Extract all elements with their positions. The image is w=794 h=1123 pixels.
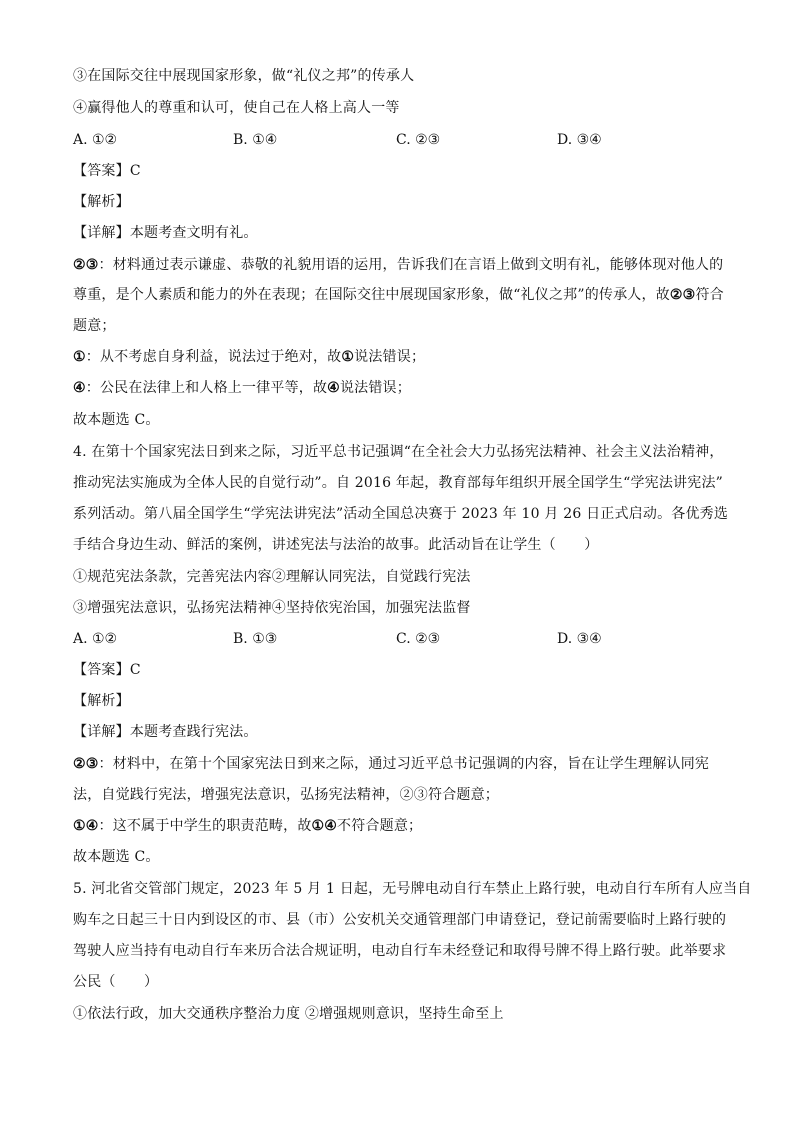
q4-option-items-1-2: ①规范宪法条款，完善宪法内容②理解认同宪法，自觉践行宪法 (73, 569, 471, 585)
q3-choice-d: D. ③④ (557, 132, 602, 148)
explanation-text: 尊重，是个人素质和能力的外在表现；在国际交往中展现国家形象，做“礼仪之邦”的传承人，故 (73, 287, 670, 303)
explanation-marker: ②③ (73, 756, 99, 772)
explanation-text: ：材料中，在第十个国家宪法日到来之际，通过习近平总书记强调的内容，旨在让学生理解认同宪 (98, 756, 710, 772)
q3-choice-b: B. ①④ (233, 132, 278, 148)
q3-answer-line (73, 161, 141, 181)
q3-explanation-3 (73, 378, 411, 398)
detail-text: 本题考查文明有礼。 (129, 225, 258, 241)
explanation-marker: ②③ (669, 287, 696, 303)
q4-choice-a: A. ①② (73, 631, 118, 647)
q4-conclusion: 故本题选 C。 (73, 849, 160, 865)
explanation-text: 不符合题意； (337, 818, 423, 834)
explanation-marker: ① (341, 349, 355, 365)
detail-text: 本题考查践行宪法。 (129, 724, 258, 740)
q4-explanation-1-line-1 (73, 754, 709, 774)
q3-explanation-1-line-3: 题意； (73, 318, 116, 334)
q3-conclusion: 故本题选 C。 (73, 412, 160, 428)
q3-explanation-2 (73, 347, 425, 367)
explanation-marker: ① (73, 349, 86, 365)
explanation-marker: ②③ (73, 257, 99, 273)
answer-tag: 【答案】 (73, 662, 130, 678)
explanation-marker: ④ (73, 380, 86, 396)
q4-stem-line-4: 手结合身边生动、鲜活的案例，讲述宪法与法治的故事。此活动旨在让学生（ ） (73, 537, 599, 553)
q3-option-item-4: ④赢得他人的尊重和认可，使自己在人格上高人一等 (73, 100, 400, 116)
answer-tag: 【答案】 (73, 163, 130, 179)
explanation-text: ：从不考虑自身利益，说法过于绝对，故 (85, 349, 342, 365)
explanation-marker: ④ (327, 380, 340, 396)
explanation-text: 符合 (695, 287, 724, 303)
detail-tag: 【详解】 (73, 724, 130, 740)
q5-stem-line-1: 5. 河北省交管部门规定，2023 年 5 月 1 日起，无号牌电动自行车禁止上路行驶，电动自行车所有人应当自 (73, 881, 752, 897)
q5-stem-line-4: 公民（ ） (73, 974, 159, 990)
q5-option-items-1-2: ①依法行政，加大交通秩序整治力度 ②增强规则意识，坚持生命至上 (73, 1006, 504, 1022)
q3-choice-c: C. ②③ (396, 132, 441, 148)
q4-choice-c: C. ②③ (396, 631, 441, 647)
detail-tag: 【详解】 (73, 225, 130, 241)
q4-analysis-tag: 【解析】 (73, 693, 130, 709)
q4-answer-line (73, 660, 141, 680)
explanation-marker: ①④ (73, 818, 99, 834)
q4-option-items-3-4: ③增强宪法意识，弘扬宪法精神④坚持依宪治国，加强宪法监督 (73, 600, 471, 616)
q5-stem-line-3: 驾驶人应当持有电动自行车来历合法合规证明，电动自行车未经登记和取得号牌不得上路行驶。此举要求 (73, 943, 727, 959)
q4-detail-line (73, 722, 258, 742)
q4-choice-b: B. ①③ (233, 631, 278, 647)
q3-analysis-tag: 【解析】 (73, 194, 130, 210)
explanation-text: 说法错误； (339, 380, 411, 396)
q4-explanation-2 (73, 816, 422, 836)
q4-stem-line-1: 4. 在第十个国家宪法日到来之际，习近平总书记强调“在全社会大力弘扬宪法精神、社会主义法治精神， (73, 444, 724, 460)
q3-detail-line (73, 223, 258, 243)
explanation-text: ：公民在法律上和人格上一律平等，故 (85, 380, 328, 396)
q4-choice-d: D. ③④ (557, 631, 602, 647)
explanation-text: ：这不属于中学生的职责范畴，故 (98, 818, 312, 834)
q4-explanation-1-line-2: 法，自觉践行宪法，增强宪法意识，弘扬宪法精神，②③符合题意； (73, 787, 499, 803)
q3-explanation-1-line-1 (73, 255, 723, 275)
q3-choice-a: A. ①② (73, 132, 118, 148)
answer-value: C (129, 163, 141, 179)
explanation-marker: ①④ (311, 818, 338, 834)
q4-stem-line-3: 系列活动。第八届全国学生“学宪法讲宪法”活动全国总决赛于 2023 年 10 月 26 日正式启动。各优秀选 (73, 506, 729, 522)
q3-explanation-1-line-2 (73, 285, 724, 305)
explanation-text: ：材料通过表示谦虚、恭敬的礼貌用语的运用，告诉我们在言语上做到文明有礼，能够体现对他人的 (98, 257, 724, 273)
answer-value: C (129, 662, 141, 678)
explanation-text: 说法错误； (354, 349, 426, 365)
q4-stem-line-2: 推动宪法实施成为全体人民的自觉行动”。自 2016 年起，教育部每年组织开展全国学生“学宪法讲宪法” (73, 475, 723, 491)
q5-stem-line-2: 购车之日起三十日内到设区的市、县（市）公安机关交通管理部门申请登记，登记前需要临时上路行驶的 (73, 912, 727, 928)
q3-option-item-3: ③在国际交往中展现国家形象，做“礼仪之邦”的传承人 (73, 68, 415, 84)
